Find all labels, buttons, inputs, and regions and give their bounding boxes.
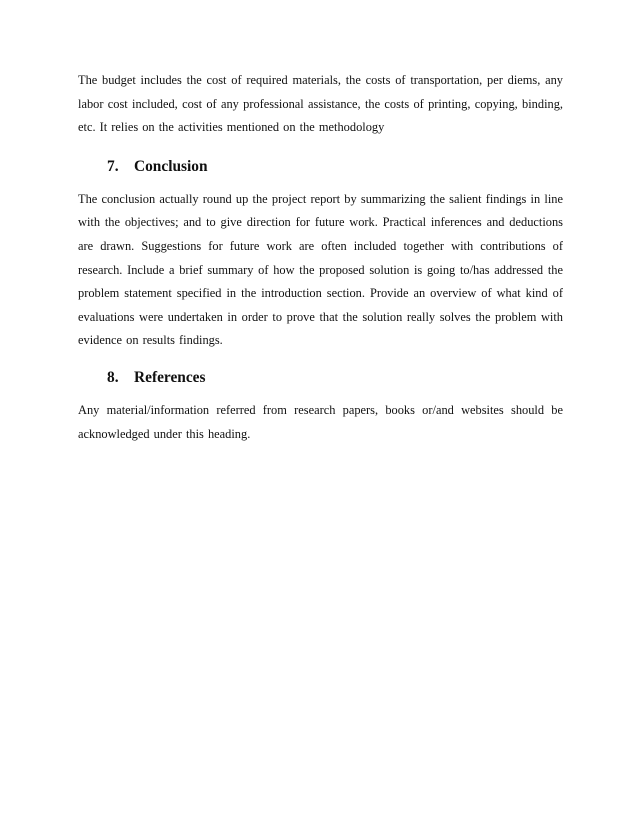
section-heading-references (78, 367, 563, 389)
spacer (78, 140, 563, 156)
section-title: Conclusion (134, 157, 208, 175)
section-number: 7. (107, 157, 119, 175)
spacer (78, 389, 563, 399)
spacer (78, 178, 563, 188)
references-paragraph: Any material/information referred from research papers, books or/and websites should be acknowledged under this heading. (78, 402, 563, 441)
section-heading-conclusion (78, 156, 563, 178)
section-number: 8. (107, 368, 119, 386)
page-content (78, 69, 563, 446)
conclusion-paragraph: The conclusion actually round up the project report by summarizing the salient findings in line with the objectives; and to give direction for future work. Practical inferences and deductions are drawn. Suggestions for future work are often included together with contributions of research. Include a brief summary of how the proposed solution is going to/has addressed the problem statement specified in the introduction section. Provide an overview of what kind of evaluations were undertaken in order to prove that the solution really solves the problem with evidence on results findings. (78, 191, 563, 348)
spacer (78, 353, 563, 367)
budget-paragraph: The budget includes the cost of required materials, the costs of transportation, per diems, any labor cost included, cost of any professional assistance, the costs of printing, copying, binding, etc. It relies on the activities mentioned on the methodology (78, 73, 563, 135)
section-title: References (134, 368, 206, 386)
